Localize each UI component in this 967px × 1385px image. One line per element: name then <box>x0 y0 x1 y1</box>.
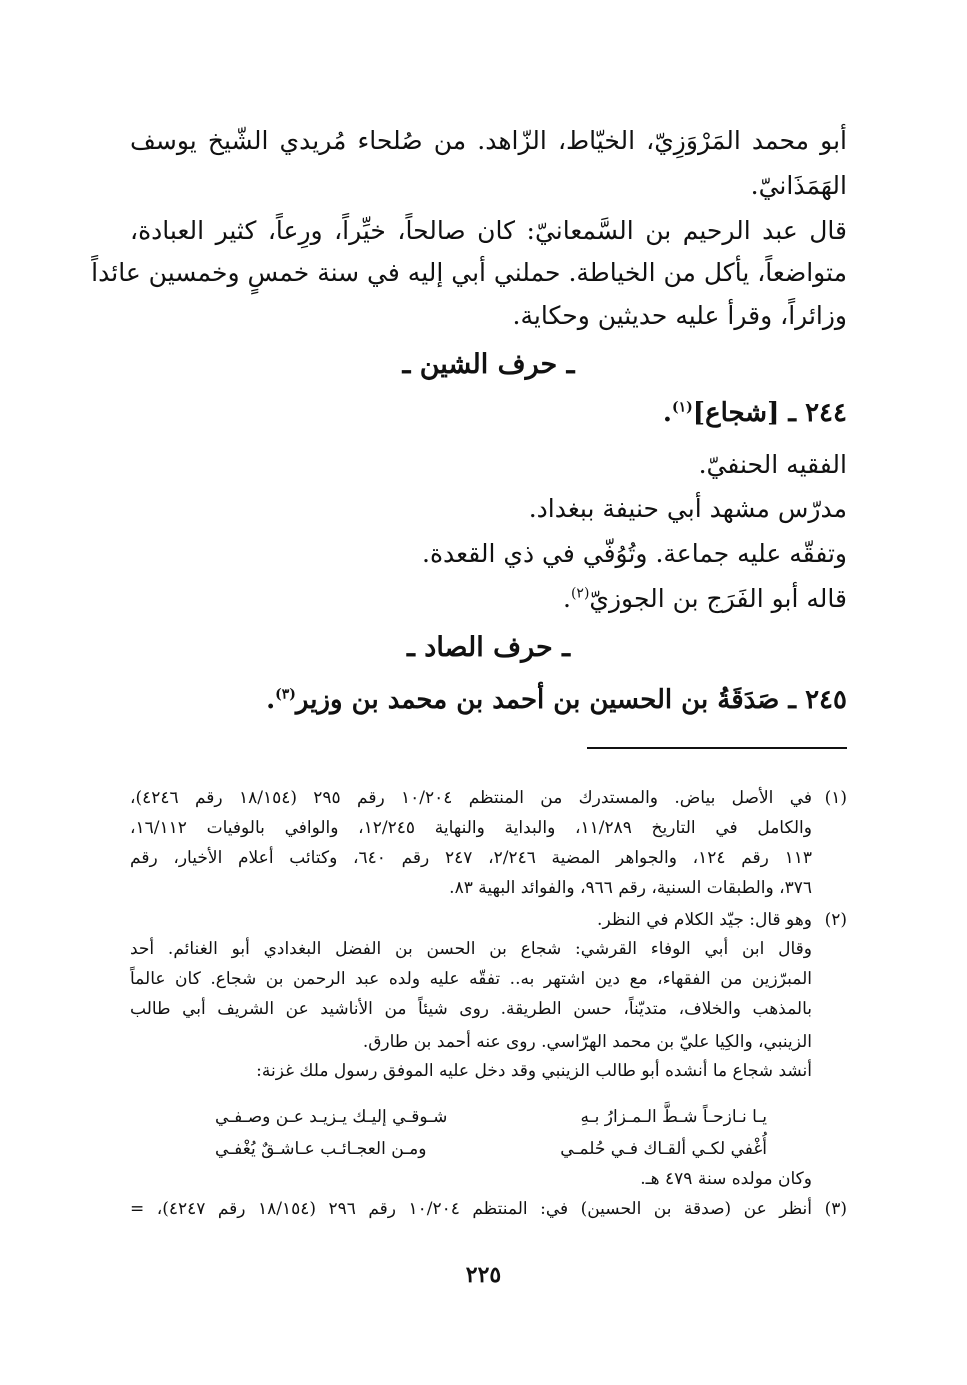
footnote-2-line-6: أنشد شجاع ما أنشده أبو طالب الزينبي وقد دخل عليه الموفق رسول ملك غزنة: <box>256 1061 812 1081</box>
footnote-3-number: (٣) <box>824 1199 847 1219</box>
footnote-2-line-2: وقال ابن أبي الوفاء القرشي: شجاع بن الحسن بن الفضل البغدادي أبو الغنائم. أحد <box>130 939 812 959</box>
entry-244-heading <box>663 398 847 428</box>
footnote-1-number: (١) <box>824 788 847 808</box>
footnote-ref-2: (٢) <box>570 585 590 602</box>
entry-244-line-1: الفقيه الحنفيّ. <box>698 450 847 479</box>
entry-245-title: ٢٤٥ ـ صَدَقَةُ بن الحسين بن أحمد بن محمد بن وزير <box>295 685 847 715</box>
entry-244-line-3: وتفقّه عليه جماعة. وتُوُفّي في ذي القعدة. <box>422 539 847 568</box>
body-line-5: وزائراً، وقرأ عليه حديثين وحكاية. <box>512 301 847 330</box>
footnote-1-line-4: ٣٧٦، والطبقات السنية، رقم ٩٦٦، والفوائد البهية ٨٣. <box>449 878 812 898</box>
footnote-2-line-4: بالمذهب والخلاف، متديّناً، حسن الطريقة. روى شيئاً من الأناشيد عن الشريف أبي طالب <box>130 999 812 1019</box>
section-heading-shin: ـ حرف الشين ـ <box>402 349 575 380</box>
verse-1-second-hemistich: شـوقـي إليـك يـزيـد عـن وصـفـي <box>215 1107 448 1127</box>
page-number: ٢٢٥ <box>465 1262 502 1288</box>
footnote-2-line-1: وهو قال: جيّد الكلام في النظر. <box>597 910 812 930</box>
footnote-2-line-5: الزينبي، والكِيا عليّ بن محمد الهرّاسي. روى عنه أحمد بن طارق. <box>362 1032 812 1052</box>
verse-2-second-hemistich: ومـن العجـائـب عـاشـقٌ يُغْفـي <box>215 1139 427 1159</box>
entry-244-end: . <box>662 398 672 428</box>
entry-244-source-text: قاله أبو الفَرَج بن الجوزيّ <box>589 584 847 613</box>
entry-244-title: ٢٤٤ ـ [شجاع] <box>692 398 847 428</box>
body-line-2: الهَمَذَانيّ. <box>750 171 847 200</box>
body-line-4: متواضعاً، يأكل من الخياطة. حملني أبي إليه في سنة خمسٍ وخمسين عائداً <box>91 258 847 287</box>
footnote-2-line-3: المبرّزين من الفقهاء، مع دين اشتهر به.. تفقّه عليه ولده عبد الرحمن بن شجاع. كان عالماً <box>130 969 812 989</box>
entry-244-source <box>563 582 847 616</box>
footnote-2-after-verse: وكان مولده سنة ٤٧٩ هـ. <box>640 1169 812 1189</box>
footnote-ref-1: (١) <box>671 399 693 416</box>
footnote-1-line-1: في الأصل بياض. والمستدرك من المنتظم ١٠/٢٠٤ رقم ٢٩٥ (١٨/١٥٤ رقم ٤٢٤٦)، <box>130 788 812 808</box>
footnote-3-line-1: أنظر عن (صدقة بن الحسين) في: المنتظم ١٠/٢٠٤ رقم ٢٩٦ (١٨/١٥٤ رقم ٤٢٤٧)، = <box>130 1199 812 1219</box>
entry-244-line-2: مدرّس مشهد أبي حنيفة ببغداد. <box>528 494 847 523</box>
footnote-1-line-3: ١١٣ رقم ١٢٤، والجواهر المضية ٢/٢٤٦، ٢٤٧ رقم ٦٤٠، وكتائب أعلام الأخيار، رقم <box>130 848 812 868</box>
verse-2-first-hemistich: أُغْفي لكـي ألقـاك فـي حُلمـي <box>560 1139 767 1159</box>
footnote-2-number: (٢) <box>824 910 847 930</box>
body-line-3: قال عبد الرحيم بن السَّمعانيّ: كان صالحاً، خيِّراً، ورِعاً، كثير العبادة، <box>130 216 847 245</box>
entry-245-heading <box>266 685 847 715</box>
footnote-separator <box>587 747 847 749</box>
section-heading-sad: ـ حرف الصاد ـ <box>407 632 570 663</box>
verse-1-first-hemistich: يـا نـازحـاً شـطَّ الـمـزارُ بـهِ <box>580 1107 767 1127</box>
footnote-1-line-2: والكامل في التاريخ ١١/٢٨٩، والبداية والنهاية ١٢/٢٤٥، والوافي بالوفيات ١٦/١١٢، <box>130 818 812 838</box>
entry-245-end: . <box>266 685 276 715</box>
footnote-ref-3: (٣) <box>275 686 296 703</box>
entry-244-source-end: . <box>562 584 571 613</box>
body-line-1: أبو محمد المَرْوَزِيّ، الخيّاط، الزّاهد. من صُلحاء مُريدي الشّيخ يوسف <box>130 126 847 155</box>
